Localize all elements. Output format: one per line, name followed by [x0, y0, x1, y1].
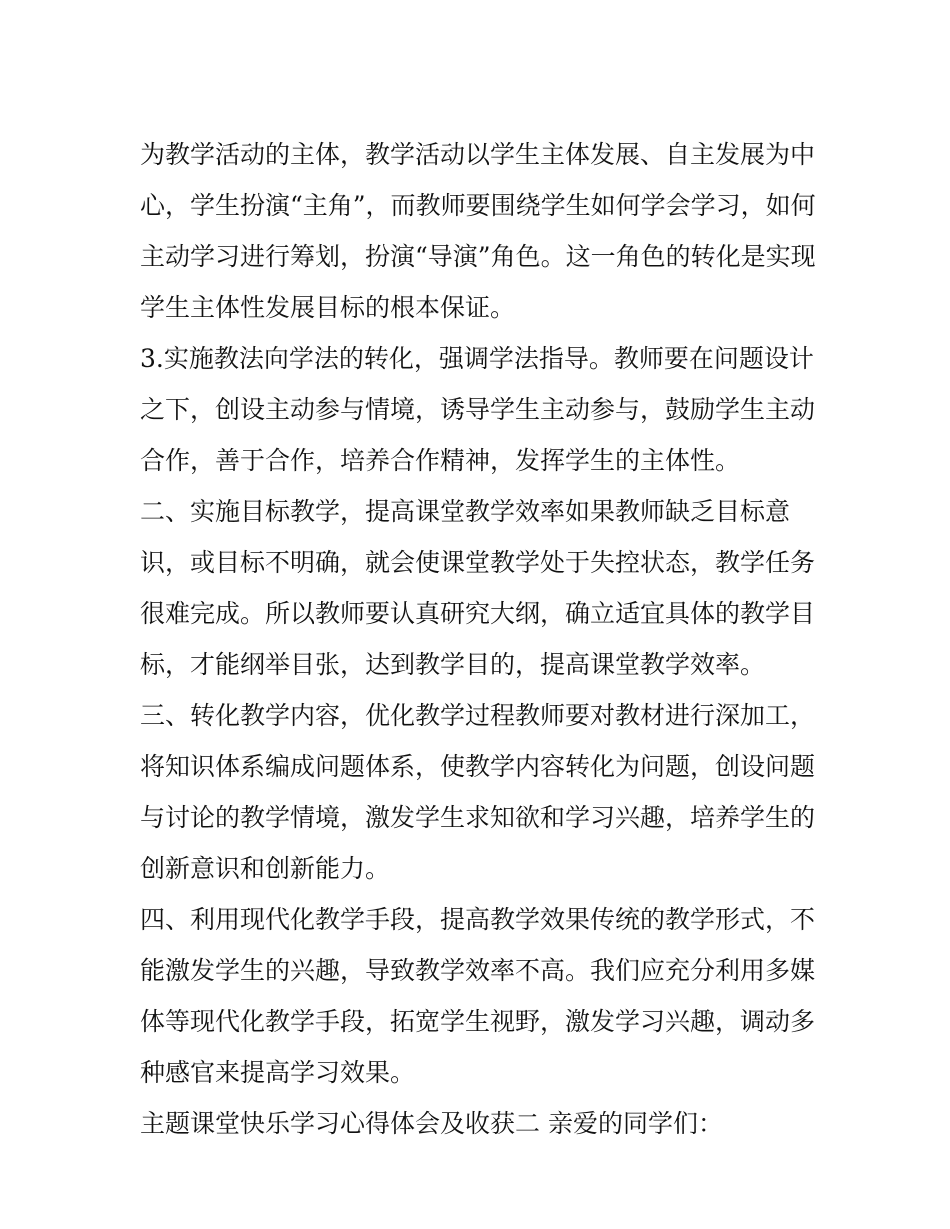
text-line: 为教学活动的主体，教学活动以学生主体发展、自主发展为中	[140, 140, 816, 169]
text-line: 之下，创设主动参与情境，诱导学生主动参与，鼓励学生主动	[140, 395, 816, 424]
text-line: 能激发学生的兴趣，导致教学效率不高。我们应充分利用多媒	[140, 956, 816, 985]
text-line: 与讨论的教学情境，激发学生求知欲和学习兴趣，培养学生的	[140, 803, 816, 832]
text-line: 3.实施教法向学法的转化，强调学法指导。教师要在问题设计	[140, 344, 814, 373]
document-body	[140, 129, 820, 1149]
text-line: 识，或目标不明确，就会使课堂教学处于失控状态，教学任务	[140, 548, 816, 577]
text-line: 合作，善于合作，培养合作精神，发挥学生的主体性。	[140, 446, 741, 475]
text-line: 学生主体性发展目标的根本保证。	[140, 293, 516, 322]
text-line: 创新意识和创新能力。	[140, 854, 391, 883]
text-line: 二、实施目标教学，提高课堂教学效率如果教师缺乏目标意	[140, 497, 791, 526]
text-line: 将知识体系编成问题体系，使教学内容转化为问题，创设问题	[140, 752, 816, 781]
text-line: 种感官来提高学习效果。	[140, 1058, 416, 1087]
text-line: 体等现代化教学手段，拓宽学生视野，激发学习兴趣，调动多	[140, 1007, 816, 1036]
text-line: 三、转化教学内容，优化教学过程教师要对教材进行深加工，	[140, 701, 816, 730]
text-line: 心，学生扮演“主角”，而教师要围绕学生如何学会学习，如何	[140, 191, 816, 220]
text-line: 很难完成。所以教师要认真研究大纲，确立适宜具体的教学目	[140, 599, 816, 628]
text-line: 主动学习进行筹划，扮演“导演”角色。这一角色的转化是实现	[140, 242, 816, 271]
text-line: 四、利用现代化教学手段，提高教学效果传统的教学形式，不	[140, 905, 816, 934]
text-line: 主题课堂快乐学习心得体会及收获二 亲爱的同学们：	[140, 1109, 723, 1138]
text-line: 标，才能纲举目张，达到教学目的，提高课堂教学效率。	[140, 650, 766, 679]
